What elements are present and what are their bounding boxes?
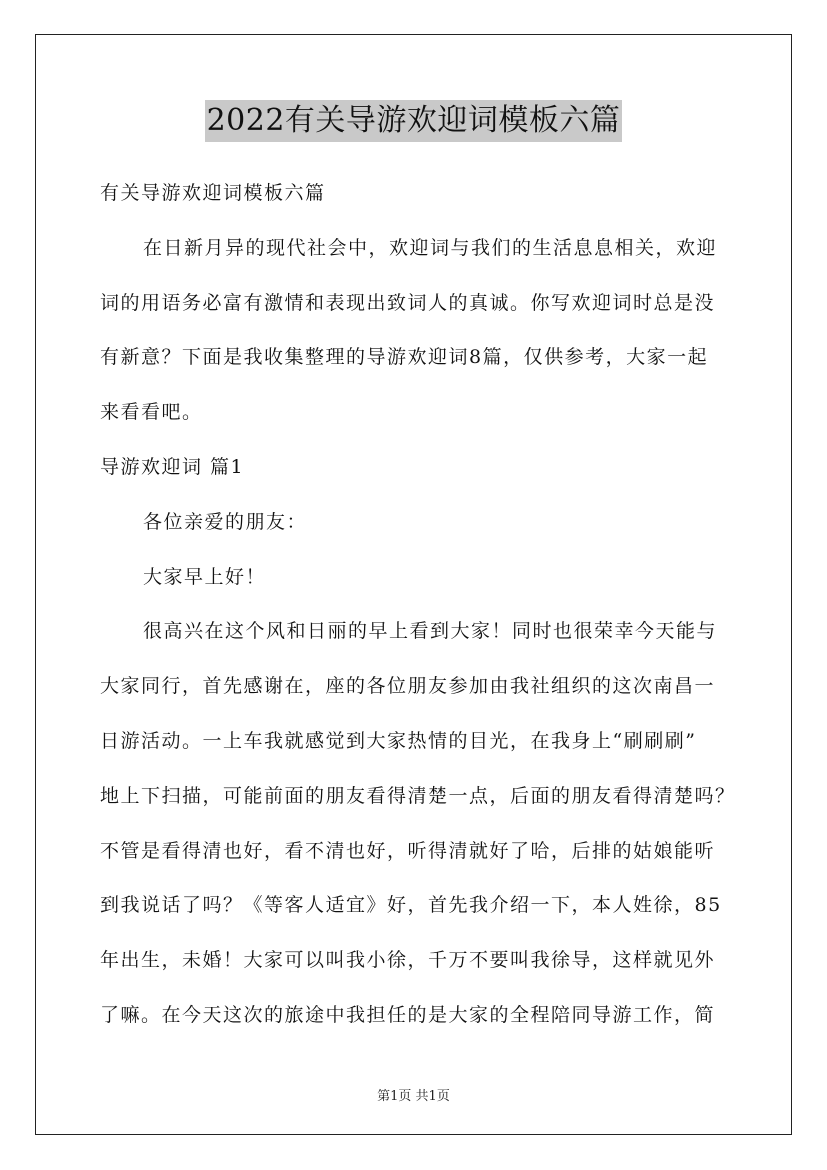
paragraph-line: 地上下扫描，可能前面的朋友看得清楚一点，后面的朋友看得清楚吗？	[100, 784, 736, 807]
paragraph-line: 各位亲爱的朋友：	[143, 510, 308, 533]
paragraph-line: 有新意？下面是我收集整理的导游欢迎词8篇，仅供参考，大家一起	[100, 346, 709, 369]
paragraph-line: 年出生，未婚！大家可以叫我小徐，千万不要叫我徐导，这样就见外	[100, 949, 716, 972]
paragraph-line: 不管是看得清也好，看不清也好，听得清就好了哈，后排的姑娘能听	[100, 839, 716, 862]
document-body	[100, 175, 746, 1052]
paragraph-line: 在日新月异的现代社会中，欢迎词与我们的生活息息相关，欢迎	[143, 236, 718, 259]
paragraph-line: 大家早上好！	[143, 565, 267, 588]
paragraph-line: 日游活动。一上车我就感觉到大家热情的目光，在我身上“刷刷刷”	[100, 729, 697, 752]
title-container	[0, 100, 827, 142]
paragraph-line: 大家同行，首先感谢在，座的各位朋友参加由我社组织的这次南昌一	[100, 675, 716, 698]
paragraph-line: 了嘛。在今天这次的旅途中我担任的是大家的全程陪同导游工作，简	[100, 1003, 716, 1026]
paragraph-line: 到我说话了吗？《等客人适宜》好，首先我介绍一下，本人姓徐，85	[100, 894, 722, 917]
page-footer: 第1页 共1页	[377, 1089, 450, 1104]
paragraph-line: 词的用语务必富有激情和表现出致词人的真诚。你写欢迎词时总是没	[100, 291, 716, 314]
paragraph-line: 来看看吧。	[100, 401, 203, 424]
document-title: 2022有关导游欢迎词模板六篇	[205, 100, 623, 142]
subtitle-line: 有关导游欢迎词模板六篇	[100, 182, 326, 204]
paragraph-line: 很高兴在这个风和日丽的早上看到大家！同时也很荣幸今天能与	[143, 620, 718, 643]
section-heading: 导游欢迎词 篇1	[100, 455, 245, 478]
